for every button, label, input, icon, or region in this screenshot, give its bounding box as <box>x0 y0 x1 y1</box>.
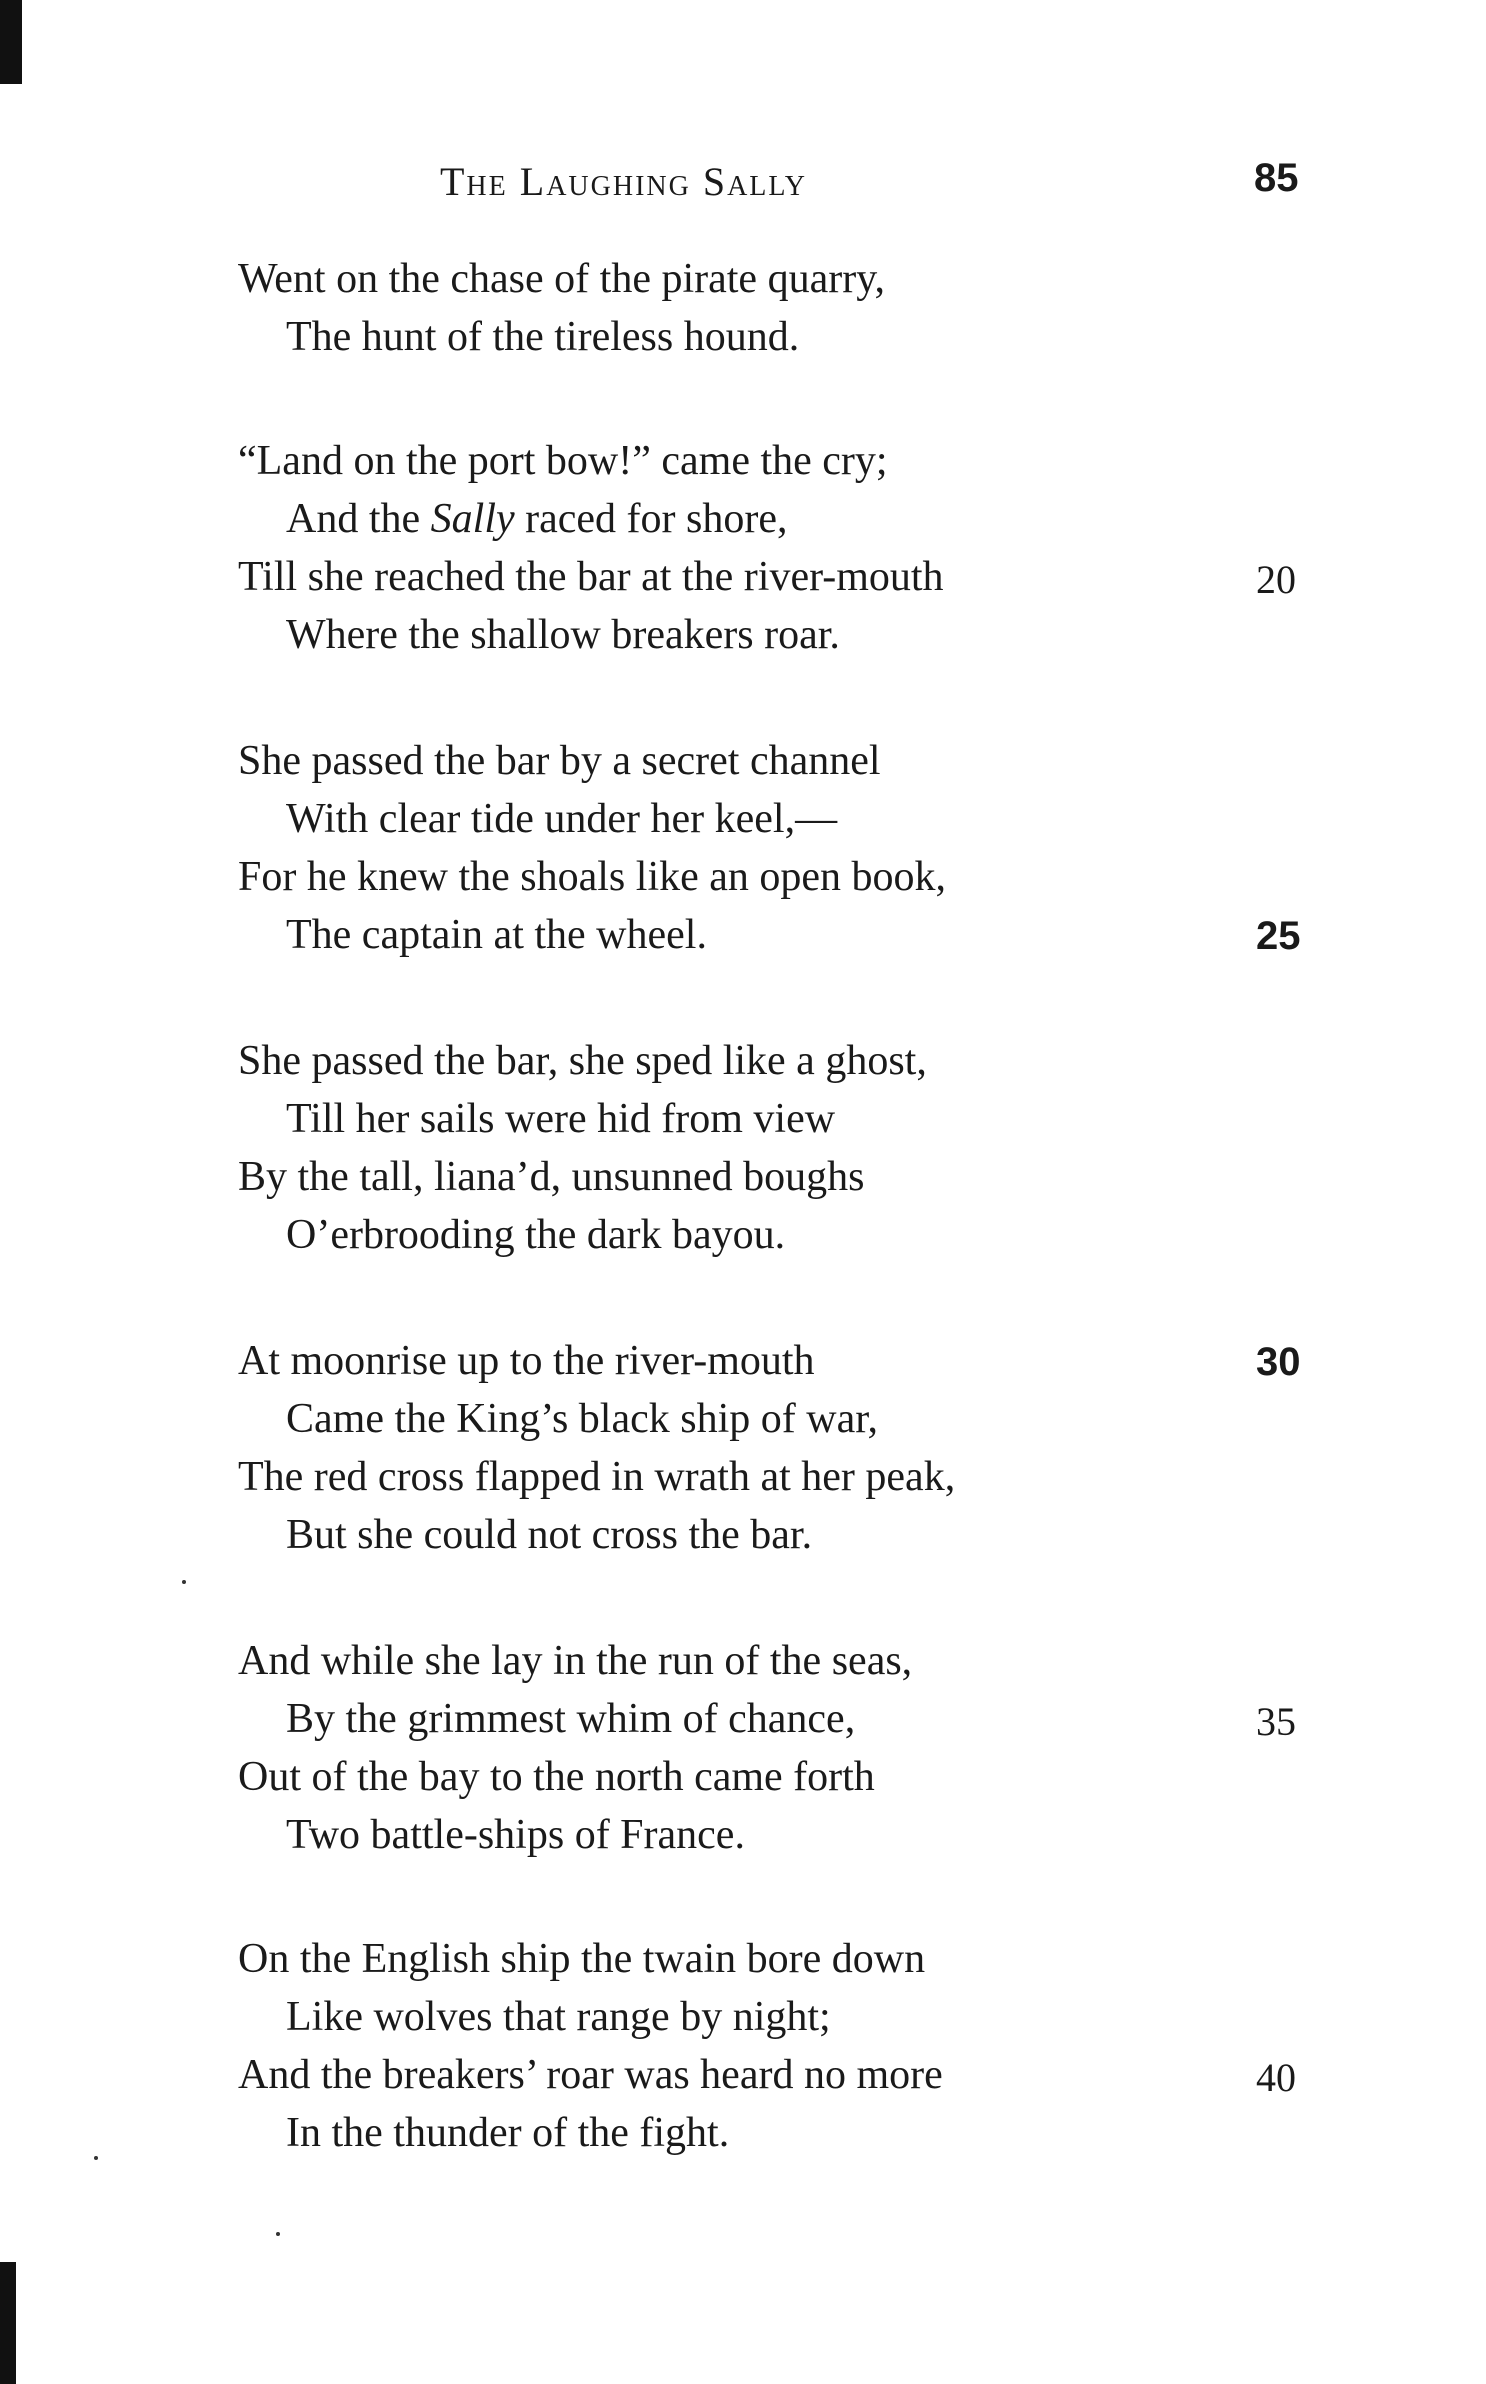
verse-text: raced for shore, <box>525 496 788 542</box>
verse-line: For he knew the shoals like an open book, <box>238 854 947 900</box>
verse-line: But she could not cross the bar. <box>286 1512 813 1558</box>
running-title: The Laughing Sally <box>440 159 807 204</box>
verse-line: Came the King’s black ship of war, <box>286 1396 879 1442</box>
verse-line: She passed the bar, she sped like a ghost, <box>238 1038 927 1084</box>
ship-name: Sally <box>430 496 515 542</box>
verse-line: Out of the bay to the north came forth <box>238 1754 875 1800</box>
line-number: 20 <box>1256 557 1296 602</box>
page-number: 85 <box>1254 156 1299 200</box>
verse-line: Till her sails were hid from view <box>286 1096 836 1142</box>
verse-line: Where the shallow breakers roar. <box>286 612 840 658</box>
verse-line: And the breakers’ roar was heard no more <box>238 2052 943 2098</box>
verse-line: She passed the bar by a secret channel <box>238 738 881 784</box>
verse-line: In the thunder of the fight. <box>286 2110 730 2156</box>
verse-line: Went on the chase of the pirate quarry, <box>238 256 885 302</box>
verse-line: And while she lay in the run of the seas, <box>238 1638 913 1684</box>
line-number: 40 <box>1256 2055 1296 2100</box>
scan-edge-mark-top <box>0 0 22 84</box>
verse-line: By the grimmest whim of chance, <box>286 1696 856 1742</box>
line-number: 25 <box>1256 914 1301 958</box>
verse-text: And the <box>286 496 421 542</box>
verse-line: The red cross flapped in wrath at her peak, <box>238 1454 956 1500</box>
verse-line: On the English ship the twain bore down <box>238 1936 926 1982</box>
verse-line: The captain at the wheel. <box>286 912 707 958</box>
line-number: 30 <box>1256 1340 1301 1384</box>
verse-line: The hunt of the tireless hound. <box>286 314 800 360</box>
verse-line <box>286 498 788 540</box>
scan-speck <box>94 2156 98 2160</box>
line-number: 35 <box>1256 1699 1296 1744</box>
verse-line: “Land on the port bow!” came the cry; <box>238 438 888 484</box>
verse-line: Like wolves that range by night; <box>286 1994 831 2040</box>
verse-line: Till she reached the bar at the river-mouth <box>238 554 944 600</box>
verse-line: Two battle-ships of France. <box>286 1812 745 1858</box>
scan-speck <box>276 2232 280 2236</box>
verse-line: At moonrise up to the river-mouth <box>238 1338 815 1384</box>
scan-speck <box>182 1580 186 1584</box>
verse-line: By the tall, liana’d, unsunned boughs <box>238 1154 865 1200</box>
verse-line: With clear tide under her keel,— <box>286 796 838 842</box>
scan-edge-mark-bottom <box>0 2262 16 2384</box>
verse-line: O’erbrooding the dark bayou. <box>286 1212 786 1258</box>
